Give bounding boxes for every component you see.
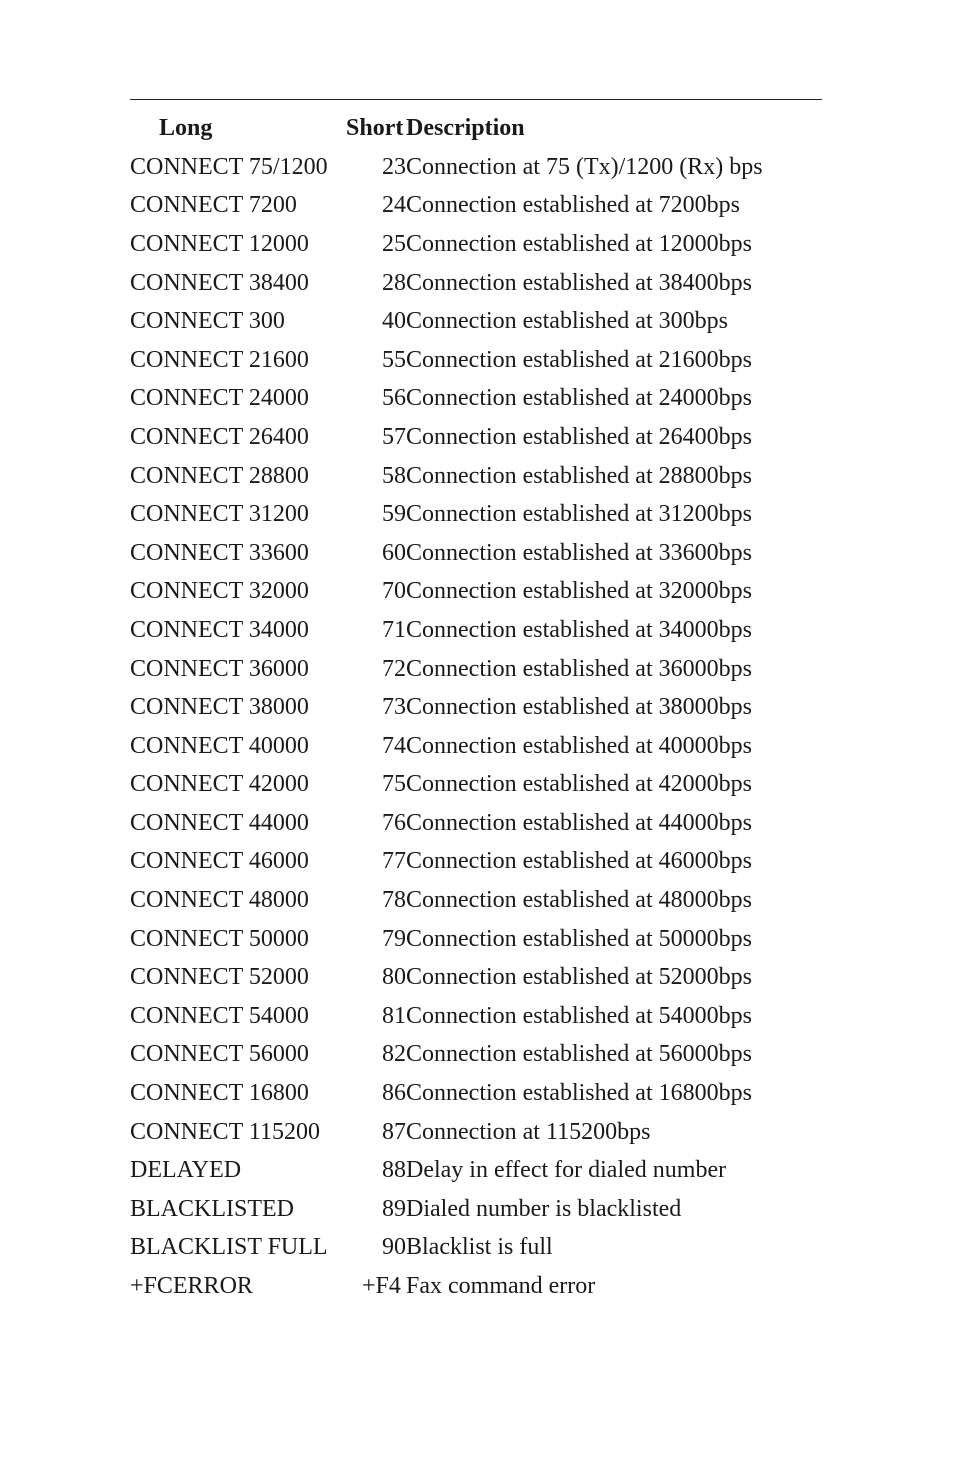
cell-long: CONNECT 7200 <box>130 192 297 219</box>
cell-short: 58 <box>382 462 406 489</box>
cell-description: Connection established at 54000bps <box>406 1002 752 1029</box>
cell-description: Connection at 75 (Tx)/1200 (Rx) bps <box>406 153 763 180</box>
cell-long: CONNECT 42000 <box>130 771 309 798</box>
cell-long: CONNECT 16800 <box>130 1080 309 1107</box>
table-row <box>130 225 763 264</box>
cell-short: 70 <box>382 578 406 605</box>
table-row <box>130 1267 763 1306</box>
top-rule <box>130 99 822 100</box>
cell-short: 60 <box>382 539 406 566</box>
table-row <box>130 187 763 226</box>
cell-long: CONNECT 38000 <box>130 694 309 721</box>
table-row <box>130 804 763 843</box>
cell-long: CONNECT 115200 <box>130 1118 321 1145</box>
cell-short: 80 <box>382 964 406 991</box>
cell-long: CONNECT 21600 <box>130 346 309 373</box>
cell-long: CONNECT 38400 <box>130 269 309 296</box>
cell-short: +F4 <box>362 1273 401 1300</box>
cell-short: 82 <box>382 1041 406 1068</box>
cell-long: BLACKLIST FULL <box>130 1234 328 1261</box>
table-row <box>130 1113 763 1152</box>
table-row <box>130 1074 763 1113</box>
cell-short: 73 <box>382 694 406 721</box>
header-row <box>130 108 763 148</box>
cell-long: CONNECT 24000 <box>130 385 309 412</box>
table-row <box>130 958 763 997</box>
cell-long: CONNECT 44000 <box>130 809 309 836</box>
cell-description: Dialed number is blacklisted <box>406 1195 682 1222</box>
table-row <box>130 766 763 805</box>
cell-short: 79 <box>382 925 406 952</box>
cell-short: 90 <box>382 1234 406 1261</box>
table-row <box>130 997 763 1036</box>
cell-long: CONNECT 34000 <box>130 616 309 643</box>
cell-short: 25 <box>382 230 406 257</box>
table-row <box>130 264 763 303</box>
table-row <box>130 1190 763 1229</box>
cell-long: CONNECT 75/1200 <box>130 153 328 180</box>
cell-short: 57 <box>382 423 406 450</box>
cell-short: 87 <box>382 1118 406 1145</box>
cell-description: Blacklist is full <box>406 1234 553 1261</box>
cell-description: Connection established at 16800bps <box>406 1080 752 1107</box>
cell-long: CONNECT 36000 <box>130 655 309 682</box>
cell-short: 23 <box>382 153 406 180</box>
cell-description: Connection established at 12000bps <box>406 230 752 257</box>
cell-long: DELAYED <box>130 1157 242 1184</box>
cell-description: Connection established at 44000bps <box>406 809 752 836</box>
cell-description: Fax command error <box>406 1273 596 1300</box>
table-row <box>130 341 763 380</box>
table-row <box>130 495 763 534</box>
cell-long: CONNECT 56000 <box>130 1041 309 1068</box>
table-row <box>130 727 763 766</box>
cell-long: CONNECT 28800 <box>130 462 309 489</box>
table-row <box>130 920 763 959</box>
header-short: Short <box>346 114 404 141</box>
cell-long: CONNECT 54000 <box>130 1002 309 1029</box>
cell-description: Connection established at 38400bps <box>406 269 752 296</box>
cell-long: +FCERROR <box>130 1273 253 1300</box>
cell-short: 76 <box>382 809 406 836</box>
result-codes-table <box>130 108 763 1306</box>
cell-long: CONNECT 33600 <box>130 539 309 566</box>
cell-description: Connection established at 40000bps <box>406 732 752 759</box>
cell-long: CONNECT 48000 <box>130 887 309 914</box>
table-row <box>130 688 763 727</box>
cell-description: Connection established at 31200bps <box>406 501 752 528</box>
cell-description: Connection established at 52000bps <box>406 964 752 991</box>
cell-long: CONNECT 31200 <box>130 501 309 528</box>
cell-long: CONNECT 52000 <box>130 964 309 991</box>
cell-short: 59 <box>382 501 406 528</box>
cell-short: 71 <box>382 616 406 643</box>
cell-description: Connection established at 32000bps <box>406 578 752 605</box>
cell-long: CONNECT 50000 <box>130 925 309 952</box>
header-long: Long <box>159 114 213 141</box>
table-row <box>130 418 763 457</box>
cell-description: Connection established at 28800bps <box>406 462 752 489</box>
cell-description: Connection established at 33600bps <box>406 539 752 566</box>
cell-short: 75 <box>382 771 406 798</box>
cell-short: 88 <box>382 1157 406 1184</box>
cell-description: Connection established at 42000bps <box>406 771 752 798</box>
cell-description: Connection established at 21600bps <box>406 346 752 373</box>
cell-short: 78 <box>382 887 406 914</box>
cell-short: 74 <box>382 732 406 759</box>
cell-short: 55 <box>382 346 406 373</box>
cell-short: 40 <box>382 308 406 335</box>
cell-short: 81 <box>382 1002 406 1029</box>
table-row <box>130 380 763 419</box>
cell-long: CONNECT 12000 <box>130 230 309 257</box>
cell-description: Connection established at 7200bps <box>406 192 740 219</box>
table-row <box>130 148 763 187</box>
cell-description: Connection established at 26400bps <box>406 423 752 450</box>
cell-description: Connection established at 300bps <box>406 308 728 335</box>
table-row <box>130 534 763 573</box>
table-row <box>130 650 763 689</box>
cell-short: 56 <box>382 385 406 412</box>
cell-description: Connection established at 24000bps <box>406 385 752 412</box>
cell-description: Connection established at 56000bps <box>406 1041 752 1068</box>
cell-description: Connection established at 36000bps <box>406 655 752 682</box>
cell-description: Delay in effect for dialed number <box>406 1157 727 1184</box>
table-row <box>130 611 763 650</box>
table-row <box>130 843 763 882</box>
table-row <box>130 1229 763 1268</box>
table-row <box>130 302 763 341</box>
cell-description: Connection established at 46000bps <box>406 848 752 875</box>
table-row <box>130 1036 763 1075</box>
cell-description: Connection established at 50000bps <box>406 925 752 952</box>
cell-long: BLACKLISTED <box>130 1195 294 1222</box>
header-description: Description <box>406 114 525 141</box>
cell-short: 72 <box>382 655 406 682</box>
cell-long: CONNECT 40000 <box>130 732 309 759</box>
cell-short: 89 <box>382 1195 406 1222</box>
cell-short: 86 <box>382 1080 406 1107</box>
cell-long: CONNECT 26400 <box>130 423 309 450</box>
cell-description: Connection at 115200bps <box>406 1118 651 1145</box>
table-row <box>130 1151 763 1190</box>
table-body <box>130 148 763 1306</box>
cell-short: 28 <box>382 269 406 296</box>
cell-long: CONNECT 46000 <box>130 848 309 875</box>
cell-short: 24 <box>382 192 406 219</box>
table-row <box>130 881 763 920</box>
cell-description: Connection established at 34000bps <box>406 616 752 643</box>
cell-short: 77 <box>382 848 406 875</box>
cell-long: CONNECT 300 <box>130 308 285 335</box>
cell-long: CONNECT 32000 <box>130 578 309 605</box>
cell-description: Connection established at 48000bps <box>406 887 752 914</box>
cell-description: Connection established at 38000bps <box>406 694 752 721</box>
table-row <box>130 457 763 496</box>
table-row <box>130 573 763 612</box>
